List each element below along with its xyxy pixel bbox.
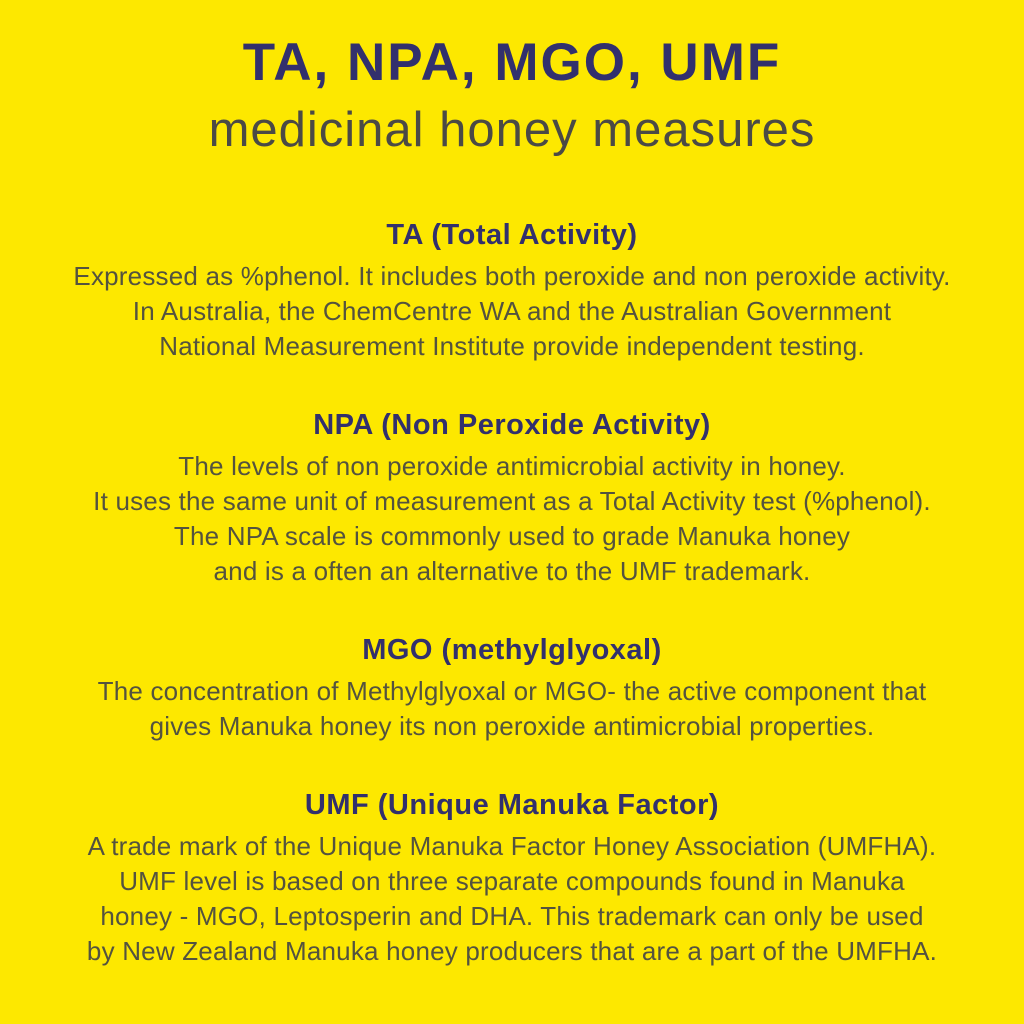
section-ta [0,219,1024,364]
section-npa [0,409,1024,589]
body-line: by New Zealand Manuka honey producers that are a part of the UMFHA. [86,935,938,966]
body-line: honey - MGO, Leptosperin and DHA. This trademark can only be used [100,900,924,931]
body-line: It uses the same unit of measurement as a Total Activity test (%phenol). [93,485,931,516]
body-line: gives Manuka honey its non peroxide antimicrobial properties. [149,710,875,741]
section-mgo [0,634,1024,744]
body-line: In Australia, the ChemCentre WA and the Australian Government [132,295,892,326]
body-line: National Measurement Institute provide independent testing. [159,330,865,361]
body-line: and is a often an alternative to the UMF trademark. [213,555,811,586]
body-line: The concentration of Methylglyoxal or MGO- the active component that [97,675,927,706]
body-line: The levels of non peroxide antimicrobial activity in honey. [178,450,846,481]
section-npa-body [0,449,1024,589]
section-npa-heading: NPA (Non Peroxide Activity) [313,408,711,441]
section-umf [0,789,1024,969]
section-umf-body [0,829,1024,969]
section-ta-heading: TA (Total Activity) [386,218,638,251]
body-line: Expressed as %phenol. It includes both peroxide and non peroxide activity. [73,260,951,291]
section-umf-heading: UMF (Unique Manuka Factor) [304,788,720,821]
body-line: A trade mark of the Unique Manuka Factor Honey Association (UMFHA). [87,830,937,861]
section-mgo-heading: MGO (methylglyoxal) [362,633,662,666]
page-title: TA, NPA, MGO, UMF [242,33,782,92]
section-mgo-body [0,674,1024,744]
section-ta-body [0,259,1024,364]
body-line: The NPA scale is commonly used to grade Manuka honey [173,520,851,551]
body-line: UMF level is based on three separate compounds found in Manuka [119,865,905,896]
page-subtitle: medicinal honey measures [208,103,816,158]
